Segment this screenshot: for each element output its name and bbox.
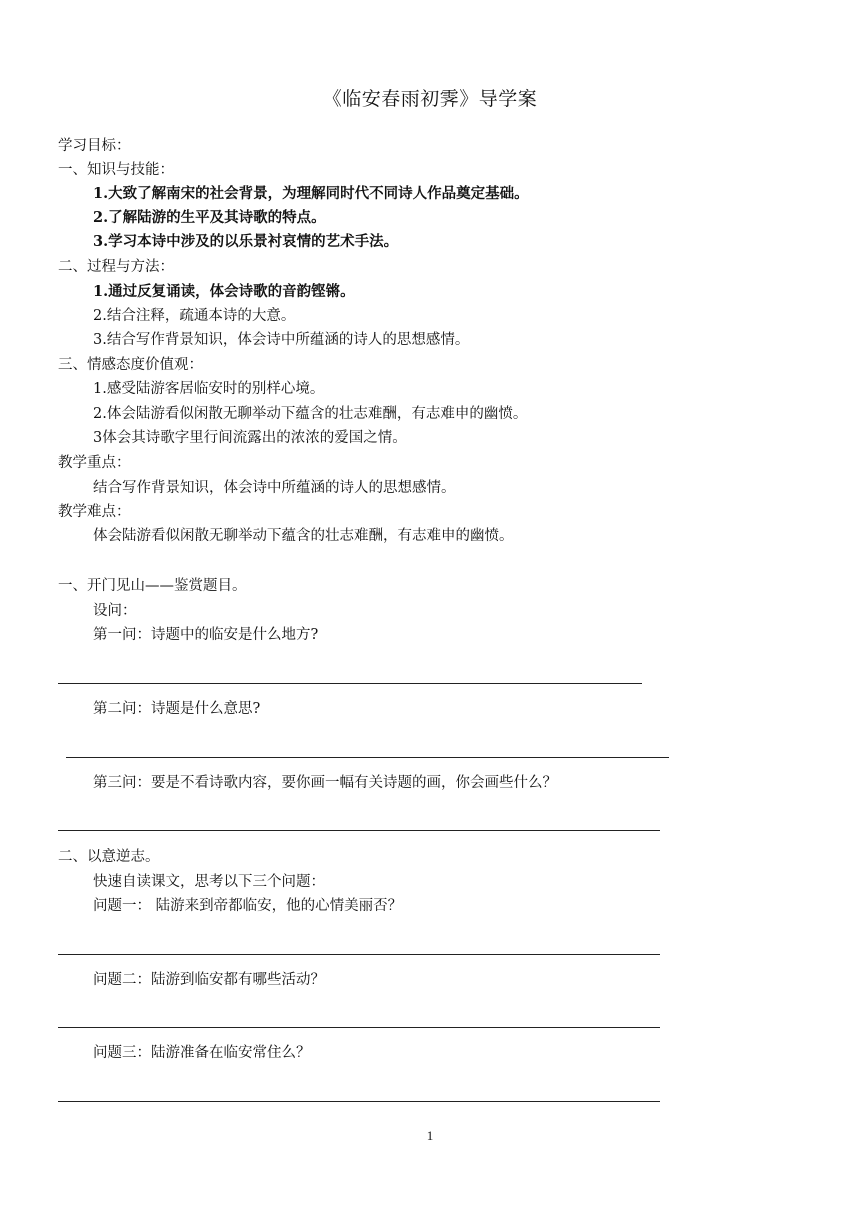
section1-intro: 设问： (93, 603, 137, 619)
knowledge-item: 3.学习本诗中涉及的以乐景衬哀情的艺术手法。 (93, 233, 399, 250)
answer-line (66, 757, 669, 758)
section2-intro: 快速自读课文，思考以下三个问题： (93, 874, 325, 890)
document-title: 《临安春雨初霁》导学案 (322, 88, 538, 110)
emotion-item: 3体会其诗歌字里行间流露出的浓浓的爱国之情。 (93, 430, 407, 446)
knowledge-item: 2.了解陆游的生平及其诗歌的特点。 (93, 209, 326, 226)
key-point-heading: 教学重点： (58, 455, 131, 471)
emotion-item: 2.体会陆游看似闲散无聊举动下蕴含的壮志难酬，有志难申的幽愤。 (93, 406, 528, 422)
question-3: 第三问：要是不看诗歌内容，要你画一幅有关诗题的画，你会画些什么？ (93, 775, 557, 791)
question-2: 第二问：诗题是什么意思? (93, 701, 261, 717)
section1-heading: 一、开门见山——鉴赏题目。 (58, 578, 247, 594)
process-item: 3.结合写作背景知识，体会诗中所蕴涵的诗人的思想感情。 (93, 332, 470, 348)
answer-line (58, 1027, 660, 1028)
knowledge-heading: 一、知识与技能： (58, 162, 174, 178)
emotion-heading: 三、情感态度价值观： (58, 357, 203, 373)
answer-line (58, 1101, 660, 1102)
process-heading: 二、过程与方法： (58, 259, 174, 275)
section2-heading: 二、以意逆志。 (58, 849, 160, 865)
answer-line (58, 954, 660, 955)
answer-line (58, 830, 660, 831)
answer-line (58, 683, 642, 684)
key-point-text: 结合写作背景知识，体会诗中所蕴涵的诗人的思想感情。 (93, 480, 456, 496)
page-number: 1 (426, 1128, 434, 1143)
question-1: 第一问：诗题中的临安是什么地方? (93, 627, 319, 643)
difficulty-text: 体会陆游看似闲散无聊举动下蕴含的壮志难酬，有志难申的幽愤。 (93, 528, 514, 544)
problem-3: 问题三：陆游准备在临安常住么？ (93, 1045, 311, 1061)
process-item: 1.通过反复诵读，体会诗歌的音韵铿锵。 (93, 283, 355, 300)
objectives-heading: 学习目标： (58, 138, 131, 154)
knowledge-item: 1.大致了解南宋的社会背景，为理解同时代不同诗人作品奠定基础。 (93, 185, 529, 202)
process-item: 2.结合注释，疏通本诗的大意。 (93, 308, 296, 324)
difficulty-heading: 教学难点： (58, 504, 131, 520)
emotion-item: 1.感受陆游客居临安时的别样心境。 (93, 381, 325, 397)
problem-1: 问题一： 陆游来到帝都临安，他的心情美丽否？ (93, 898, 403, 914)
problem-2: 问题二：陆游到临安都有哪些活动？ (93, 972, 325, 988)
